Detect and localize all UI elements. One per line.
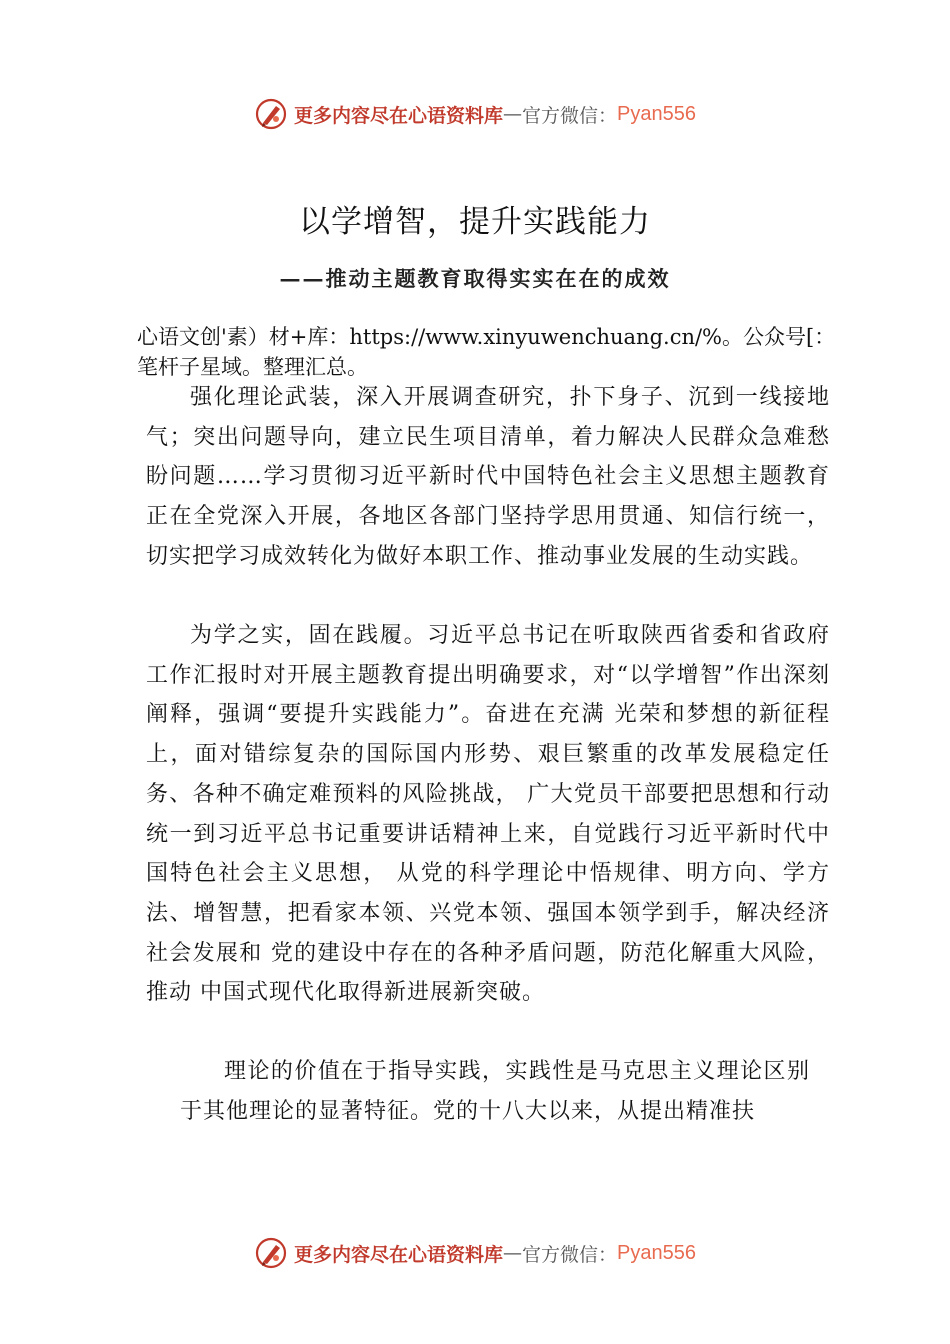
banner-main-text: 更多内容尽在心语资料库 bbox=[294, 1243, 504, 1266]
banner-main-text: 更多内容尽在心语资料库 bbox=[294, 104, 504, 127]
banner-separator: — bbox=[503, 1242, 523, 1264]
document-subtitle: ——推动主题教育取得实实在在的成效 bbox=[279, 266, 671, 291]
body-paragraph-1: 强化理论武装，深入开展调查研究，扑下身子、沉到一线接地气；突出问题导向，建立民生项目清单，着力解决人民群众急难愁盼问题……学习贯彻习近平新时代中国特色社会主义思想主题教育正在全党深入开展，各地区各部门坚持学思用贯通、知信行统一，切实把学习成效转化为做好本职工作、推动事业发展的生动实践。 bbox=[146, 385, 830, 569]
banner-wechat-label: 官方微信： bbox=[522, 1243, 618, 1266]
banner-separator: — bbox=[503, 103, 523, 125]
source-note: 心语文创'素）材+库：https://www.xinyuwenchuang.cn/%。公众号[：笔杆子星域。整理汇总。 bbox=[137, 325, 836, 379]
banner-wechat-id: Pyan556 bbox=[617, 1241, 696, 1264]
pen-logo-icon bbox=[254, 1236, 288, 1270]
body-paragraph-2: 为学之实，固在践履。习近平总书记在听取陕西省委和省政府工作汇报时对开展主题教育提出明确要求，对“以学增智”作出深刻阐释，强调“要提升实践能力”。奋进在充满 光荣和梦想的新征程上，面对错综复杂的国际国内形势、艰巨繁重的改革发展稳定任务、各种不确定难预料的风险挑战， 广大党员干部要把思想和行动统一到习近平总书记重要讲话精神上来，自觉践行习近平新时代中国特色社会主义思想， 从党的科学理论中悟规律、明方向、学方法、增智慧，把看家本领、兴党本领、强国本领学到手，解决经济社会发展和 党的建设中存在的各种矛盾问题，防范化解重大风险，推动 中国式现代化取得新进展新突破。 bbox=[146, 623, 830, 1006]
footer-watermark-banner bbox=[0, 1233, 950, 1273]
header-watermark-banner bbox=[0, 94, 950, 134]
document-title: 以学增智，提升实践能力 bbox=[299, 204, 651, 240]
banner-wechat-id: Pyan556 bbox=[617, 102, 696, 125]
pen-logo-icon bbox=[254, 97, 288, 131]
banner-wechat-label: 官方微信： bbox=[522, 104, 618, 127]
body-paragraph-3: 理论的价值在于指导实践，实践性是马克思主义理论区别于其他理论的显著特征。党的十八大以来，从提出精准扶 bbox=[180, 1059, 810, 1124]
